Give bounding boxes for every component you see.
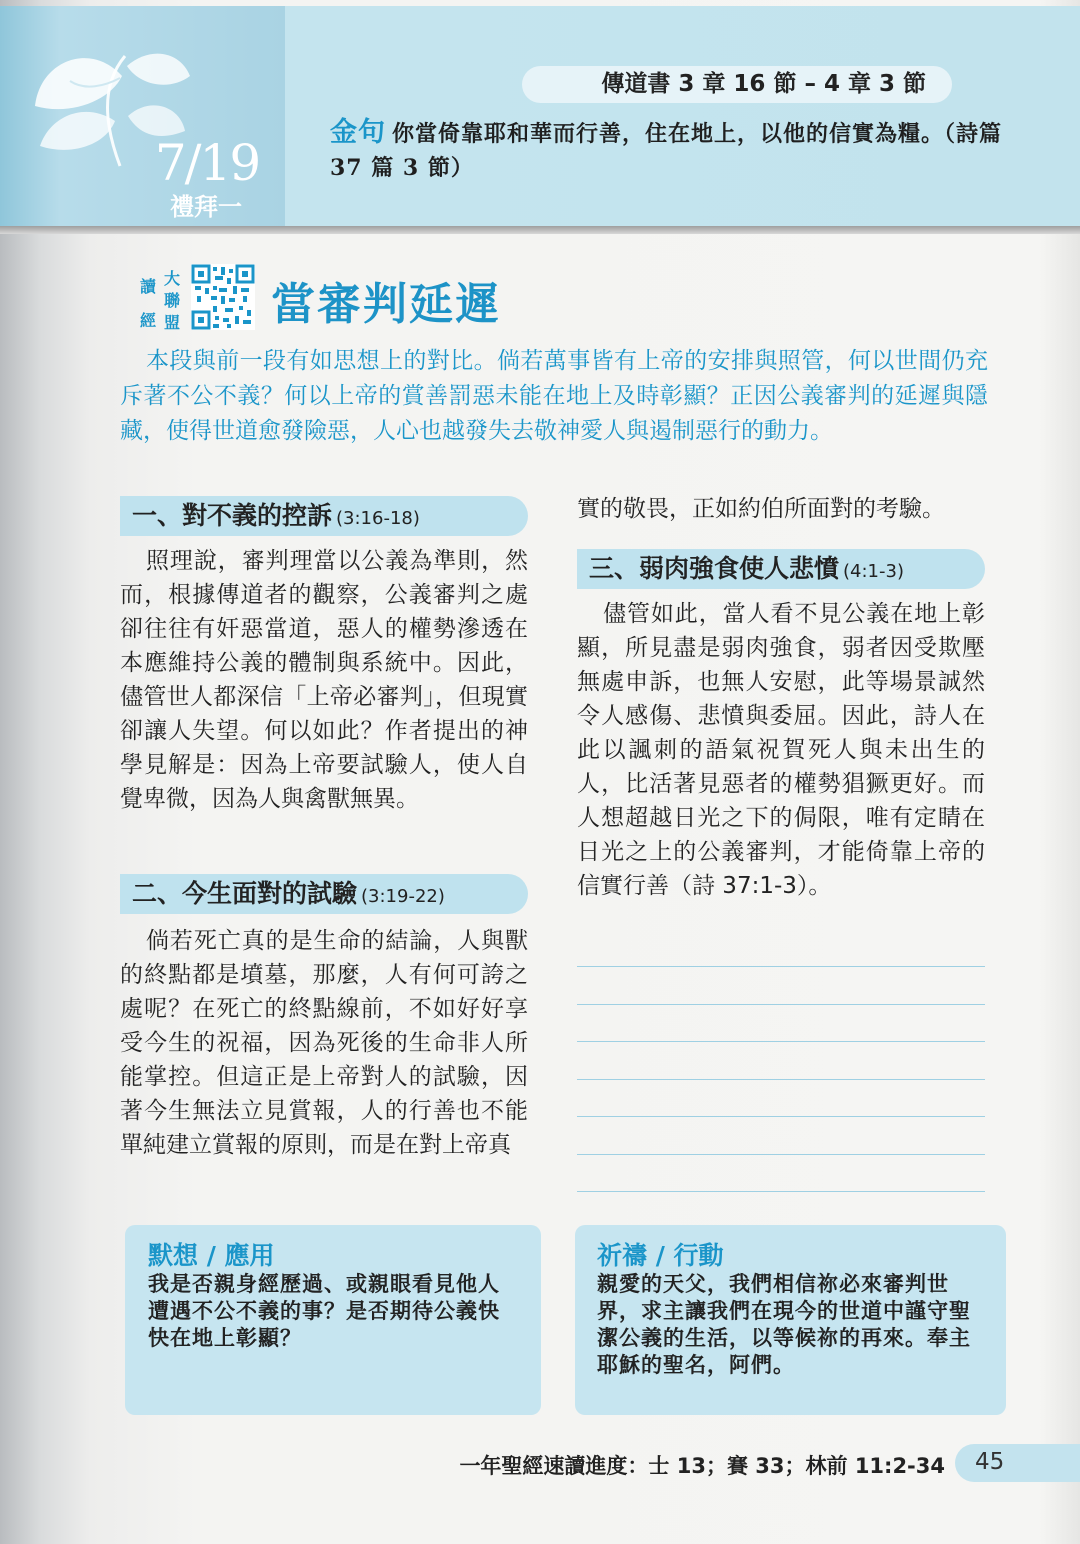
section-heading-1 xyxy=(120,496,528,536)
section-heading-3 xyxy=(577,549,985,589)
page-title: 當審判延遲 xyxy=(271,279,501,330)
meditation-text: 我是否親身經歷過、或親眼看見他人遭遇不公不義的事？是否期待公義快快在地上彰顯？ xyxy=(148,1271,500,1350)
section-reference: (3:16-18) xyxy=(336,508,420,529)
page-number: 45 xyxy=(975,1449,1005,1475)
qr-code-icon[interactable] xyxy=(191,264,255,330)
section-heading-text: 三、弱肉強食使人悲憤 xyxy=(589,554,840,583)
section-heading-text: 二、今生面對的試驗 xyxy=(132,879,358,908)
note-line[interactable] xyxy=(577,1154,985,1192)
note-line[interactable] xyxy=(577,1079,985,1117)
meditation-title: 默想 / 應用 xyxy=(148,1241,275,1270)
note-line[interactable] xyxy=(577,1191,985,1229)
note-line[interactable] xyxy=(577,1116,985,1154)
header-divider xyxy=(0,226,1080,234)
date-label: 7/19 xyxy=(154,134,260,192)
section-heading-text: 一、對不義的控訴 xyxy=(132,501,333,530)
section-body-3: 儘管如此，當人看不見公義在地上彰顯，所見盡是弱肉強食，弱者因受欺壓無處申訴，也無人安慰，此等場景誠然令人感傷、悲憤與委屈。因此，詩人在此以諷刺的語氣祝賀死人與未出生的人，比活著見惡者的權勢猖獗更好。而人想超越日光之下的侷限，唯有定睛在日光之上的公義審判，才能倚靠上帝的信實行善（詩 37:1-3）。 xyxy=(577,601,985,899)
section-heading-2 xyxy=(120,874,528,914)
note-lines[interactable] xyxy=(577,966,985,1229)
prayer-title: 祈禱 / 行動 xyxy=(597,1241,724,1270)
qr-caption-char: 經 xyxy=(140,311,157,330)
note-line[interactable] xyxy=(577,966,985,1004)
page-number-pill xyxy=(955,1444,1080,1482)
qr-caption-char: 大 xyxy=(164,269,181,288)
intro-paragraph: 本段與前一段有如思想上的對比。倘若萬事皆有上帝的安排與照管，何以世間仍充斥著不公不義？何以上帝的賞善罰惡未能在地上及時彰顯？正因公義審判的延遲與隱藏，使得世道愈發險惡，人心也越發失去敬神愛人與遏制惡行的動力。 xyxy=(120,348,988,444)
golden-verse-text: 你當倚靠耶和華而行善，住在地上，以他的信實為糧。（詩篇 37 篇 3 節） xyxy=(330,121,1003,181)
section-body-1: 照理說，審判理當以公義為準則，然而，根據傳道者的觀察，公義審判之處卻往往有奸惡當道，惡人的權勢滲透在本應維持公義的體制與系統中。因此，儘管世人都深信「上帝必審判」，但現實卻讓人失望。何以如此？作者提出的神學見解是：因為上帝要試驗人，使人自覺卑微，因為人與禽獸無異。 xyxy=(120,548,528,812)
qr-caption-char: 盟 xyxy=(164,313,181,332)
qr-caption-char: 聯 xyxy=(164,291,181,310)
section-reference: (3:19-22) xyxy=(361,886,445,907)
header-banner xyxy=(0,6,1080,232)
weekday-label: 禮拜一 xyxy=(170,193,242,221)
section-reference: (4:1-3) xyxy=(843,561,904,582)
golden-verse-label: 金句 xyxy=(330,117,386,148)
golden-verse xyxy=(330,116,1010,185)
prayer-text: 親愛的天父，我們相信祢必來審判世界，求主讓我們在現今的世道中謹守聖潔公義的生活，以等候祢的再來。奉主耶穌的聖名，阿們。 xyxy=(597,1271,971,1377)
note-line[interactable] xyxy=(577,1041,985,1079)
qr-caption-char: 讀 xyxy=(140,277,157,296)
reading-progress: 一年聖經速讀進度：士 13；賽 33；林前 11:2-34 xyxy=(459,1454,945,1478)
scripture-reference: 傳道書 3 章 16 節 – 4 章 3 節 xyxy=(522,66,952,103)
date-panel xyxy=(0,6,285,232)
section-body-2: 倘若死亡真的是生命的結論，人與獸的終點都是墳墓，那麼，人有何可誇之處呢？在死亡的終點線前，不如好好享受今生的祝福，因為死後的生命非人所能掌控。但這正是上帝對人的試驗，因著今生無法立見賞報，人的行善也不能單純建立賞報的原則，而是在對上帝真 xyxy=(120,928,528,1158)
note-line[interactable] xyxy=(577,1004,985,1042)
section-body-2-continued: 實的敬畏，正如約伯所面對的考驗。 xyxy=(577,496,945,522)
